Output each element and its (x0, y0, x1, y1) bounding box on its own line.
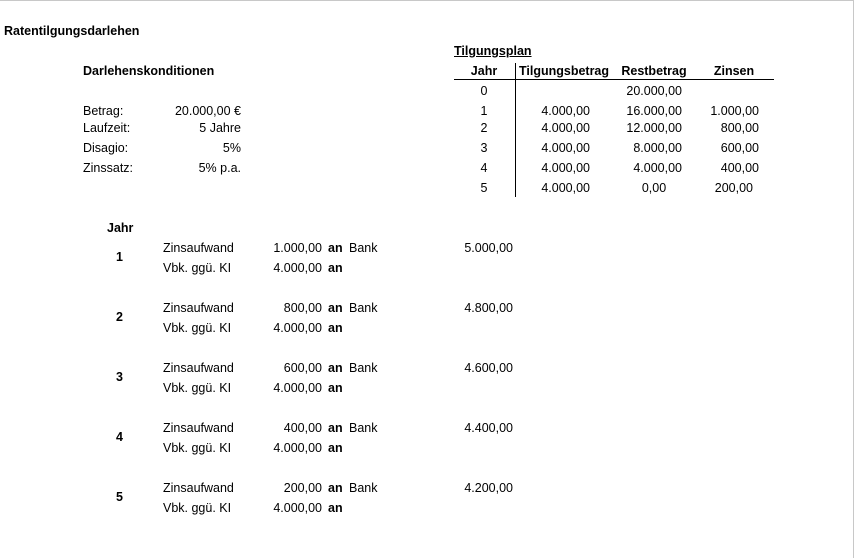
plan-cell-interest: 1.000,00 (710, 104, 759, 118)
plan-cell-year: 3 (480, 141, 488, 155)
booking-credit-account: Bank (349, 301, 378, 315)
booking-an: an (328, 441, 343, 455)
plan-cell-remaining: 16.000,00 (626, 104, 682, 118)
plan-cell-year: 4 (480, 161, 488, 175)
booking-debit-account: Vbk. ggü. KI (163, 501, 232, 515)
booking-debit-amount: 4.000,00 (273, 321, 322, 335)
plan-cell-year: 5 (480, 181, 488, 195)
plan-cell-repayment: 4.000,00 (541, 181, 590, 195)
booking-credit-amount: 4.600,00 (464, 361, 513, 375)
plan-cell-year: 0 (480, 84, 488, 98)
booking-debit-account: Zinsaufwand (163, 301, 234, 315)
condition-label: Betrag: (83, 104, 124, 118)
booking-debit-amount: 4.000,00 (273, 381, 322, 395)
booking-an: an (328, 361, 343, 375)
booking-an: an (328, 501, 343, 515)
booking-an: an (328, 481, 343, 495)
booking-debit-amount: 1.000,00 (273, 241, 322, 255)
plan-cell-repayment: 4.000,00 (541, 104, 590, 118)
plan-cell-year: 2 (480, 121, 488, 135)
booking-debit-account: Zinsaufwand (163, 481, 234, 495)
booking-debit-account: Vbk. ggü. KI (163, 321, 232, 335)
booking-credit-amount: 4.800,00 (464, 301, 513, 315)
bookings-header: Jahr (107, 221, 134, 235)
condition-label: Zinssatz: (83, 161, 134, 175)
booking-credit-account: Bank (349, 241, 378, 255)
booking-year: 1 (116, 250, 123, 264)
condition-value: 20.000,00 € (174, 104, 241, 118)
booking-an: an (328, 301, 343, 315)
booking-an: an (328, 261, 343, 275)
plan-cell-remaining: 0,00 (641, 181, 667, 195)
plan-header-remaining: Restbetrag (621, 64, 687, 78)
condition-value: 5 Jahre (199, 121, 241, 135)
plan-cell-repayment: 4.000,00 (541, 161, 590, 175)
condition-label: Disagio: (83, 141, 129, 155)
booking-an: an (328, 381, 343, 395)
booking-year: 3 (116, 370, 123, 384)
condition-label: Laufzeit: (83, 121, 131, 135)
plan-cell-repayment: 4.000,00 (541, 141, 590, 155)
plan-cell-remaining: 12.000,00 (626, 121, 682, 135)
condition-value: 5% (222, 141, 241, 155)
booking-an: an (328, 241, 343, 255)
booking-credit-amount: 4.200,00 (464, 481, 513, 495)
plan-cell-interest: 200,00 (714, 181, 753, 195)
booking-credit-account: Bank (349, 421, 378, 435)
booking-debit-amount: 4.000,00 (273, 441, 322, 455)
booking-debit-account: Zinsaufwand (163, 361, 234, 375)
booking-year: 2 (116, 310, 123, 324)
plan-cell-remaining: 4.000,00 (633, 161, 682, 175)
booking-credit-account: Bank (349, 481, 378, 495)
booking-an: an (328, 321, 343, 335)
plan-cell-remaining: 20.000,00 (626, 84, 682, 98)
plan-header-divider (454, 79, 774, 80)
booking-credit-amount: 4.400,00 (464, 421, 513, 435)
booking-debit-account: Vbk. ggü. KI (163, 261, 232, 275)
booking-debit-amount: 200,00 (283, 481, 322, 495)
plan-title: Tilgungsplan (454, 44, 532, 58)
conditions-heading: Darlehenskonditionen (83, 64, 215, 78)
booking-debit-account: Vbk. ggü. KI (163, 441, 232, 455)
plan-cell-interest: 600,00 (720, 141, 759, 155)
booking-debit-account: Zinsaufwand (163, 421, 234, 435)
sheet-border-top (0, 0, 854, 1)
booking-year: 5 (116, 490, 123, 504)
plan-header-year: Jahr (470, 64, 498, 78)
booking-credit-account: Bank (349, 361, 378, 375)
booking-debit-amount: 400,00 (283, 421, 322, 435)
plan-cell-repayment: 4.000,00 (541, 121, 590, 135)
booking-debit-amount: 4.000,00 (273, 501, 322, 515)
booking-debit-account: Zinsaufwand (163, 241, 234, 255)
booking-debit-amount: 600,00 (283, 361, 322, 375)
plan-cell-interest: 400,00 (720, 161, 759, 175)
booking-debit-account: Vbk. ggü. KI (163, 381, 232, 395)
booking-debit-amount: 4.000,00 (273, 261, 322, 275)
plan-cell-remaining: 8.000,00 (633, 141, 682, 155)
plan-cell-year: 1 (480, 104, 488, 118)
booking-an: an (328, 421, 343, 435)
sheet-title: Ratentilgungsdarlehen (4, 24, 140, 38)
plan-cell-interest: 800,00 (720, 121, 759, 135)
booking-debit-amount: 800,00 (283, 301, 322, 315)
plan-header-repayment: Tilgungsbetrag (518, 64, 610, 78)
booking-credit-amount: 5.000,00 (464, 241, 513, 255)
booking-year: 4 (116, 430, 123, 444)
plan-header-interest: Zinsen (713, 64, 755, 78)
condition-value: 5% p.a. (198, 161, 241, 175)
